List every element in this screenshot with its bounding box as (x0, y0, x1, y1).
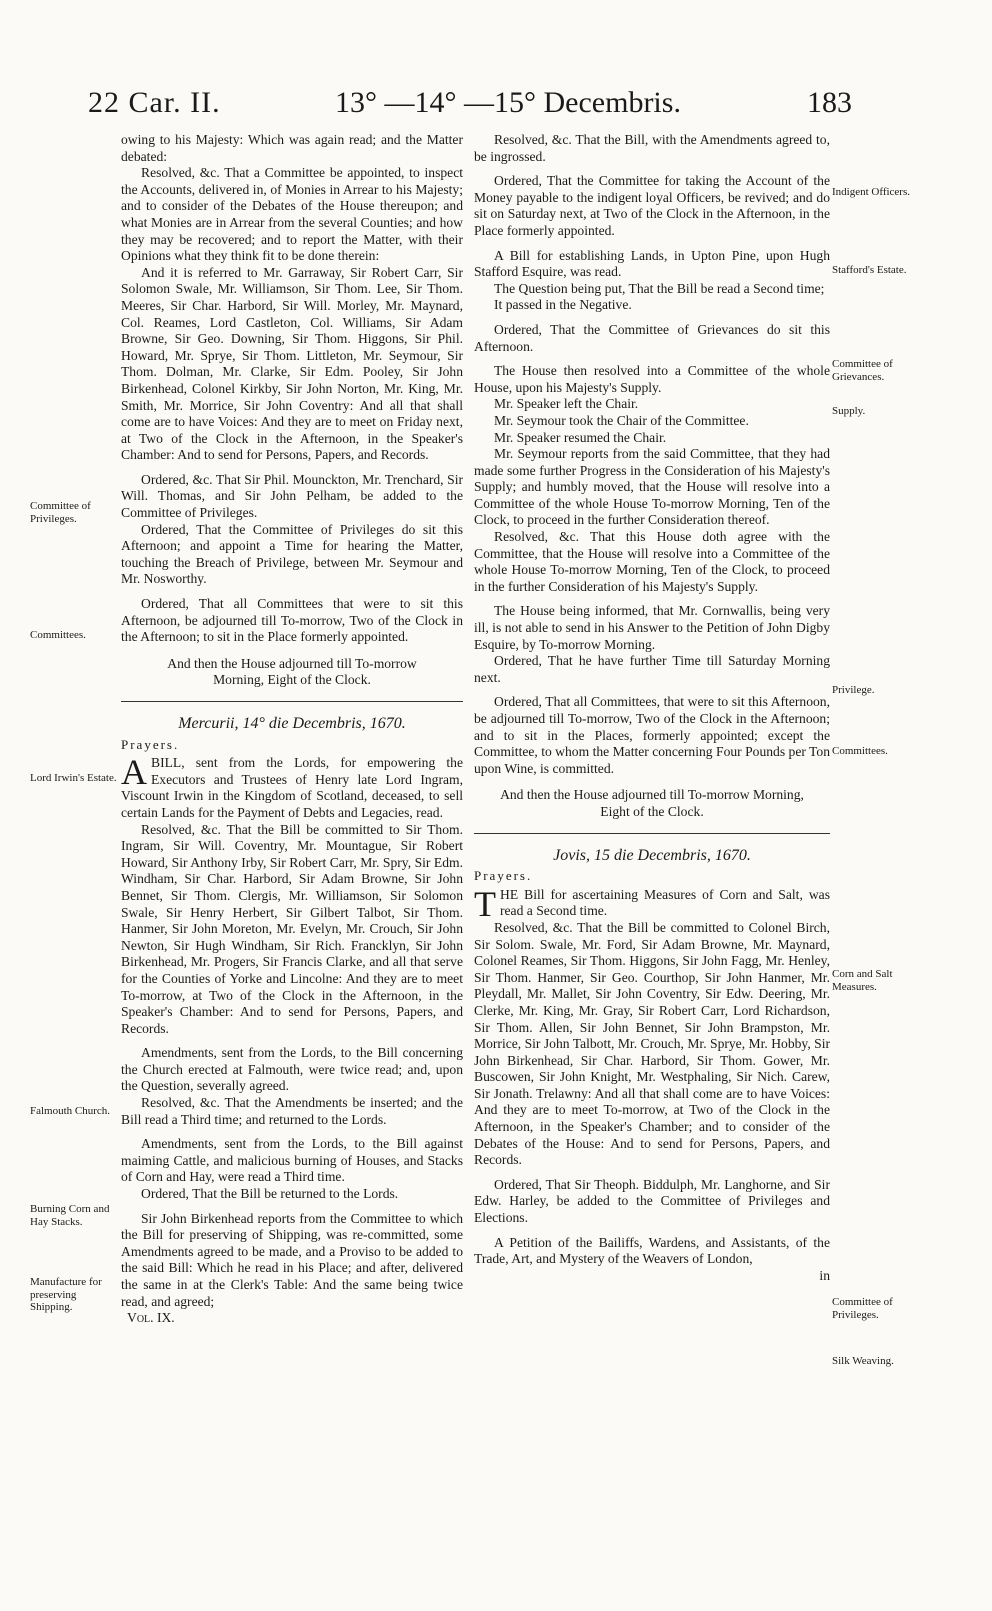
paragraph: It passed in the Negative. (494, 297, 632, 313)
margin-note-staffords-estate: Stafford's Estate. (832, 264, 907, 276)
margin-note-privilege: Privilege. (832, 684, 875, 696)
paragraph: Mr. Seymour reports from the said Committee, that they had made some further Progress in the Consideration of his Majesty's Supply; and humbly moved, that the House will resolve into a Committee of the whole House To-morrow Morning, Ten of the Clock, to proceed in the further Consideration thereof. (474, 446, 830, 528)
margin-note-falmouth-church: Falmouth Church. (30, 1105, 111, 1117)
margin-note-committee-of-grievances: Committee of Grievances. (832, 358, 893, 383)
running-head-session: 22 Car. II. (88, 86, 221, 119)
paragraph: Ordered, That the Committee of Grievances do sit this Afternoon. (474, 321, 830, 354)
margin-note-manufacture: Manufacture for preserving Shipping. (30, 1276, 102, 1313)
margin-note-committee-of-privileges: Committee of Privileges. (832, 1296, 893, 1321)
page-number: 183 (807, 86, 852, 119)
margin-note-supply: Supply. (832, 405, 866, 417)
paragraph: owing to his Majesty: Which was again read; and the Matter debated: (121, 132, 463, 164)
paragraph: Resolved, &c. That a Committee be appointed, to inspect the Accounts, delivered in, of Monies in Arrear to his Majesty; and to consider of the Debates of the House thereupon; and what Monies are in Arrear from the several Counties; and how they may be recovered; and to report the Matter, with their Opinions what they think fit to be done therein: (121, 165, 463, 264)
paragraph: A Petition of the Bailiffs, Wardens, and Assistants, of the Trade, Art, and Mystery of the Weavers of London, (474, 1234, 830, 1267)
margin-note-burning-corn: Burning Corn and Hay Stacks. (30, 1203, 110, 1228)
right-column (474, 132, 830, 1284)
running-head-dates: 13° —14° —15° Decembris. (335, 86, 681, 119)
volume-signature: Vol. IX. (127, 1310, 175, 1326)
margin-note-committees: Committees. (832, 745, 888, 757)
drop-cap: T (474, 883, 496, 924)
paragraph: Ordered, That all Committees that were to sit this Afternoon, be adjourned till To-morrow, Two of the Clock in the Afternoon; to sit in the Place formerly appointed. (121, 596, 463, 645)
paragraph-text: BILL, sent from the Lords, for empowering the Executors and Trustees of Henry late Lord Ingram, Viscount Irwin in the Kingdom of Scotland, deceased, to sell certain Lands for the Payment of Debts and Legacies, read. (121, 755, 463, 820)
paragraph: Resolved, &c. That the Bill, with the Amendments agreed to, be ingrossed. (474, 132, 830, 164)
catchword: in (819, 1267, 830, 1283)
paragraph: Ordered, That all Committees, that were to sit this Afternoon, be adjourned till To-morrow, Two of the Clock in the Afternoon; and to sit in the Places, formerly appointed; except the Committee, to whom the Matter concerning Four Pounds per Ton upon Wine, is committed. (474, 694, 830, 776)
paragraph: Mr. Speaker left the Chair. (494, 396, 639, 412)
paragraph (121, 752, 463, 821)
paragraph: A Bill for establishing Lands, in Upton Pine, upon Hugh Stafford Esquire, was read. (474, 247, 830, 280)
margin-note-committee-of-privileges: Committee of Privileges. (30, 500, 91, 525)
paragraph: Ordered, That Sir Theoph. Biddulph, Mr. Langhorne, and Sir Edw. Harley, be added to the Committee of Privileges and Elections. (474, 1176, 830, 1226)
paragraph: Ordered, That he have further Time till Saturday Morning next. (474, 653, 830, 685)
paragraph: Resolved, &c. That this House doth agree with the Committee, that the House will resolve into a Committee of the whole House To-morrow Morning, Ten of the Clock, to proceed in the further Consideration of his Majesty's Supply. (474, 529, 830, 594)
paragraph: Sir John Birkenhead reports from the Committee to which the Bill for preserving of Shipping, was re-committed, some Amendments agreed to be made, and a Proviso to be added to the said Bill: Which he read in his Place; and after, delivered the same in at the Clerk's Table: And the same being twice read, and agreed; (121, 1210, 463, 1309)
day-heading-jovis: Jovis, 15 die Decembris, 1670. (553, 846, 751, 864)
paragraph: Ordered, That the Committee for taking the Account of the Money payable to the indigent loyal Officers, be revived; and do sit on Saturday next, at Two of the Clock in the Afternoon, in the Place formerly appointed. (474, 173, 830, 238)
margin-note-corn-and-salt: Corn and Salt Measures. (832, 968, 893, 993)
paragraph: Amendments, sent from the Lords, to the Bill concerning the Church erected at Falmouth, were twice read; and, upon the Question, severally agreed. (121, 1045, 463, 1094)
paragraph: Ordered, That the Committee of Privileges do sit this Afternoon; and appoint a Time for hearing the Matter, touching the Breach of Privilege, between Mr. Seymour and Mr. Nosworthy. (121, 521, 463, 587)
adjournment-note: And then the House adjourned till To-morrow Morning, Eight of the Clock. (167, 655, 417, 688)
section-divider (474, 833, 830, 834)
margin-note-committees: Committees. (30, 629, 86, 641)
paragraph: Mr. Speaker resumed the Chair. (494, 429, 667, 445)
margin-note-silk-weaving: Silk Weaving. (832, 1355, 894, 1367)
paragraph: Resolved, &c. That the Bill be committed to Sir Thom. Ingram, Sir Will. Coventry, Mr. Mountague, Sir Robert Howard, Sir Anthony Irby, Sir Robert Carr, Mr. Spry, Sir Edm. Windham, Sir Char. Harbord, Sir Adam Browne, Sir John Bennet, Sir Thom. Clergis, Mr. Williamson, Sir Solomon Swale, Sir Henry Herbert, Sir Gilbert Talbot, Sir Thom. Hanmer, Sir John Moreton, Mr. Evelyn, Mr. Crouch, Sir John Newton, Sir Hugh Windham, Sir Rich. Francklyn, Sir John Birkenhead, Mr. Progers, Sir Francis Clarke, and all that serve for the Counties of Yorke and Lincolne: And they are to meet To-morrow, at Two of the Clock in the Afternoon, in the Speaker's Chamber: And to send for Persons, Papers, and Records. (121, 821, 463, 1036)
page-header (88, 86, 852, 126)
section-divider (121, 701, 463, 702)
paragraph-text: HE Bill for ascertaining Measures of Corn and Salt, was read a Second time. (500, 886, 830, 919)
adjournment-note: And then the House adjourned till To-morrow Morning, Eight of the Clock. (500, 787, 804, 819)
paragraph: The House being informed, that Mr. Cornwallis, being very ill, is not able to send in his Answer to the Petition of John Digby Esquire, by To-morrow Morning. (474, 603, 830, 652)
paragraph: The Question being put, That the Bill be read a Second time; (494, 280, 825, 296)
paragraph: Ordered, &c. That Sir Phil. Mounckton, Mr. Trenchard, Sir Will. Thomas, and Sir John Pelham, be added to the Committee of Privileges. (121, 471, 463, 521)
paragraph: The House then resolved into a Committee of the whole House, upon his Majesty's Supply. (474, 363, 830, 395)
paragraph: Resolved, &c. That the Bill be committed to Colonel Birch, Sir Solom. Swale, Mr. Ford, Sir Adam Browne, Mr. Maynard, Colonel Reames, Sir Thom. Higgons, Sir John Fagg, Mr. Henley, Sir Thom. Hanmer, Sir Geo. Courthop, Sir John Hanmer, Mr. Pleydall, Mr. Mallet, Sir John Coventry, Sir Edw. Deering, Mr. Clerke, Mr. King, Mr. Gray, Sir Robert Carr, Lord Richardson, Sir Thom. Allen, Sir John Bennet, Sir John Brampston, Mr. Morrice, Sir John Talbott, Mr. Crouch, Mr. Sprye, Mr. Hobby, Sir John Birkenhead, Sir Char. Harbord, Sir Thom. Gower, Mr. Buscowen, Sir John Knight, Mr. Westphaling, Sir Nich. Carew, Sir Jonath. Trelawny: And all that shall come are to have Voices: And they are to meet To-morrow, at Two of the Clock in the Afternoon, in the Speaker's Chamber; and to consider of the Debates of the House: And to send for Persons, Papers, and Records. (474, 919, 830, 1168)
paragraph: Amendments, sent from the Lords, to the Bill against maiming Cattle, and malicious burning of Houses, and Stacks of Corn and Hay, were read a Third time. (121, 1136, 463, 1185)
drop-cap: A (121, 752, 147, 793)
prayers-heading: Prayers. (121, 736, 180, 752)
paragraph (474, 883, 830, 924)
prayers-heading: Prayers. (474, 868, 533, 884)
paragraph: Ordered, That the Bill be returned to the Lords. (141, 1186, 399, 1202)
margin-note-lord-irwins-estate: Lord Irwin's Estate. (30, 772, 117, 784)
paragraph: Resolved, &c. That the Amendments be inserted; and the Bill read a Third time; and returned to the Lords. (121, 1095, 463, 1127)
left-column (121, 132, 463, 1327)
paragraph: Mr. Seymour took the Chair of the Committee. (494, 412, 749, 428)
paragraph: And it is referred to Mr. Garraway, Sir Robert Carr, Sir Solomon Swale, Mr. Williamson, Sir Thom. Lee, Sir Thom. Meeres, Sir Char. Harbord, Sir Will. Morley, Mr. Maynard, Col. Reames, Lord Castleton, Col. Williams, Sir Adam Browne, Sir Geo. Downing, Sir Thom. Higgons, Sir Phil. Howard, Mr. Sprye, Sir Thom. Littleton, Mr. Seymour, Sir Thom. Dolman, Mr. Clarke, Sir Edm. Pooley, Sir John Birkenhead, Colonel Kirkby, Sir John Norton, Mr. King, Mr. Smith, Mr. Morrice, Sir John Coventry: And all that shall come are to have Voices: And they are to meet on Friday next, at Two of the Clock in the Afternoon, in the Speaker's Chamber: And to send for Persons, Papers, and Records. (121, 264, 463, 463)
day-heading-mercurii: Mercurii, 14° die Decembris, 1670. (178, 715, 406, 732)
margin-note-indigent-officers: Indigent Officers. (832, 186, 910, 198)
